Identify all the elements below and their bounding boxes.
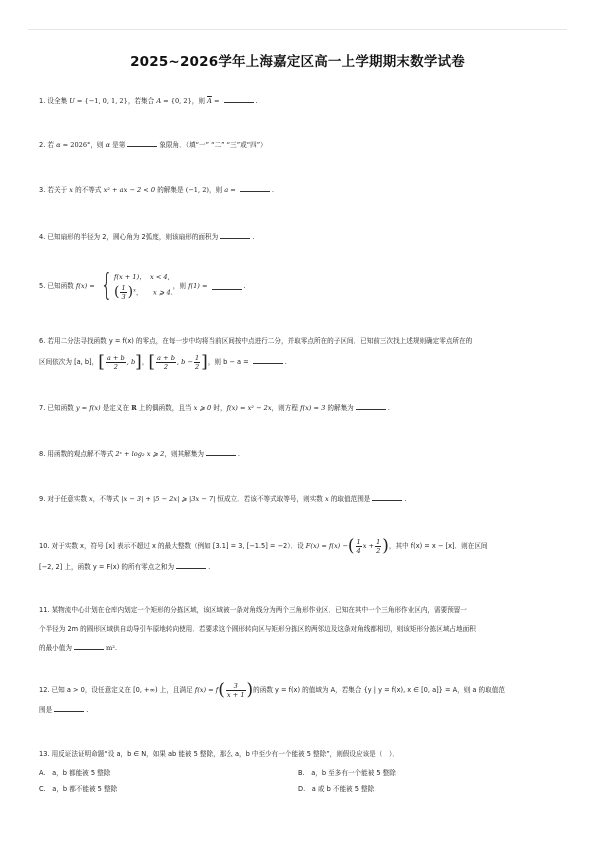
question-4: 4. 已知扇形的半径为 2，圆心角为 2弧度，则该扇形的面积为 . — [39, 233, 255, 241]
answer-blank-4[interactable] — [220, 231, 250, 239]
option-a[interactable]: A. a，b 都能被 5 整除 — [39, 769, 111, 777]
answer-blank-9[interactable] — [372, 493, 402, 501]
answer-blank-12[interactable] — [54, 704, 84, 712]
piecewise-brace: { — [100, 268, 113, 303]
answer-blank-11[interactable] — [74, 642, 104, 650]
answer-blank-5[interactable] — [212, 282, 242, 290]
question-12: 12. 已知 a > 0，设任意定义在 [0, +∞) 上，且满足 f(x) = f( $\frac{3}{x + 1}$ )的函数 y = f(x) 的值域为 A，若集合 {y | y = f(x), x ∈ [0, a]} = A，则 a 的取值范 围是 . — [39, 680, 505, 714]
option-d[interactable]: D. a 或 b 不能被 5 整除 — [298, 785, 375, 793]
option-b[interactable]: B. a，b 至多有一个能被 5 整除 — [298, 769, 396, 777]
answer-blank-10[interactable] — [176, 561, 206, 569]
answer-blank-3[interactable] — [240, 184, 270, 192]
question-5: 5. 已知函数 f(x) = { f(x + 1)， x < 4, ( $\frac{1}{3}$ )$^x$， x ⩾ 4. ，则 f(1) = . — [39, 268, 246, 303]
piecewise-cases: f(x + 1)， x < 4, ( $\frac{1}{3}$ )$^x$， x ⩾ 4. — [113, 273, 173, 301]
answer-blank-1[interactable] — [224, 95, 254, 103]
question-13: 13. 用反证法证明命题“设 a，b ∈ N，如果 ab 能被 5 整除，那么 a，b 中至少有一个能被 5 整除”，则假设应该是（ ）． — [39, 750, 399, 758]
question-9: 9. 对于任意实数 x，不等式 |x − 3| + |5 − 2x| ⩾ |3x − 7| 恒成立．若该不等式取等号，则实数 x 的取值范围是 . — [39, 495, 407, 503]
option-c[interactable]: C. a，b 都不能被 5 整除 — [39, 785, 118, 793]
answer-blank-2[interactable] — [127, 139, 157, 147]
question-10: 10. 对于实数 x，符号 [x] 表示不超过 x 的最大整数（例如 [3.1] = 3, [−1.5] = −2）．设 F(x) = f(x) −( $\frac{1}{4}$ x + $\frac{1}{2}$ )，其中 f(x) = x − [x]．则在区间 [−2, 2] 上，函数 y = F(x) 的所有零点之和为 . — [39, 536, 488, 571]
question-1: 1. 设全集 U = {−1, 0, 1, 2}，若集合 A = {0, 2}，则 $\overline{A}$ = . — [39, 97, 258, 105]
answer-blank-7[interactable] — [356, 402, 386, 410]
question-3: 3. 若关于 x 的不等式 x² + ax − 2 < 0 的解集是 (−1, 2)，则 a = . — [39, 186, 275, 194]
top-rule — [28, 29, 567, 30]
question-6: 6. 若用二分法寻找函数 y = f(x) 的零点，在每一步中均将当前区间按中点进行二分，并取零点所在的子区间．已知前三次找上述规则确定零点所在的 区间依次为 [a, b]，[ $\frac{a + b}{2}$ , b]，[ $\frac{a + b}{2}$ , b − $\frac{1}{2}$ ]，则 b − a = . — [39, 337, 473, 372]
question-11: 11. 某物流中心计划在仓库内划定一个矩形的分拣区域，该区域被一条对角线分为两个三角形作业区．已知在其中一个三角形作业区内，需要预留一 个半径为 2m 的圆形区域供自动导引车原地转向使用．若要求这个圆形转向区与矩形分拣区的两邻边及这条对角线都相切，则该矩形分拣区域占地面积 的最小值为 m². — [39, 606, 476, 652]
question-2: 2. 若 α = 2026°，则 α 是第 象限角．（填“一” “二” “三”或“四”） — [39, 141, 267, 149]
page-title: 2025~2026学年上海嘉定区高一上学期期末数学试卷 — [130, 54, 465, 70]
question-8: 8. 用函数的观点解不等式 2ˣ + log₂ x ⩾ 2，则其解集为 . — [39, 450, 241, 458]
answer-blank-6[interactable] — [253, 356, 283, 364]
answer-blank-8[interactable] — [206, 448, 236, 456]
question-7: 7. 已知函数 y = f(x) 是定义在 R 上的偶函数，且当 x ⩾ 0 时，f(x) = x² − 2x，则方程 f(x) = 3 的解集为 . — [39, 404, 390, 412]
